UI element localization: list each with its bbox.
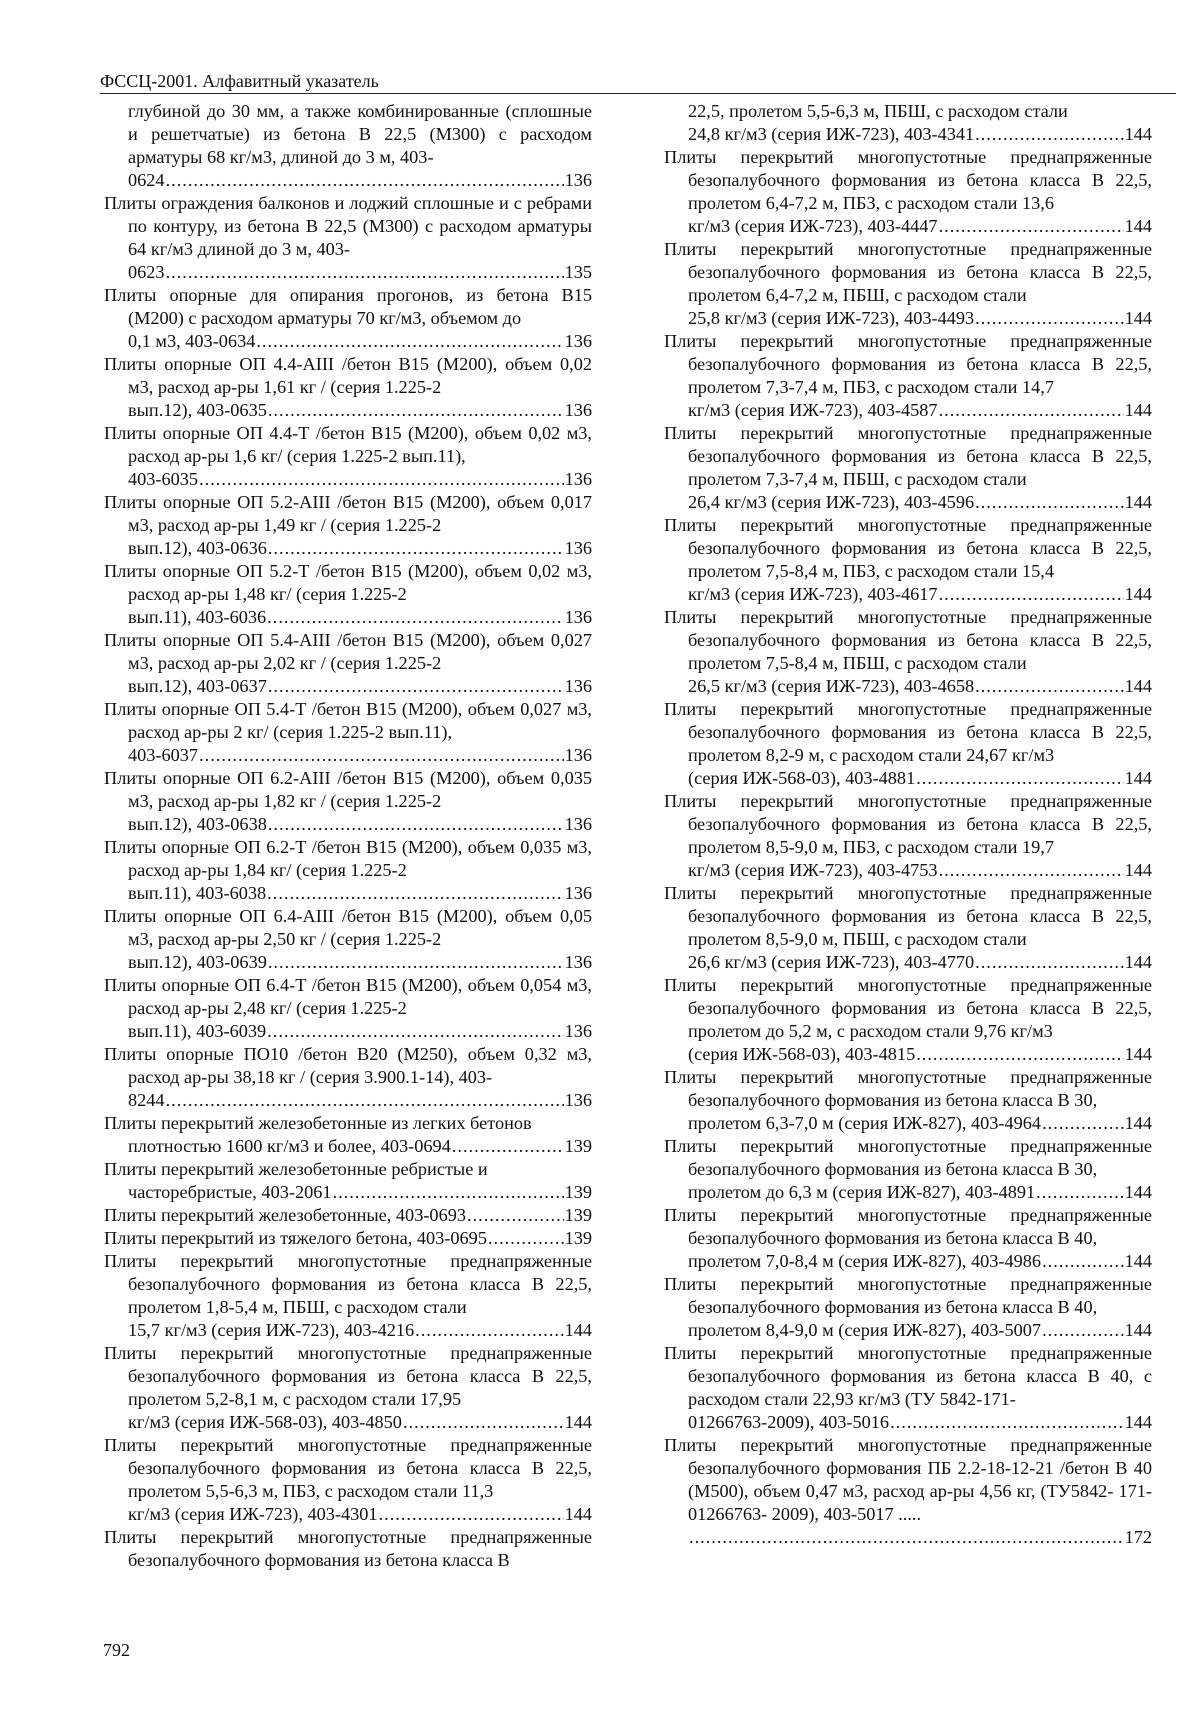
entry-text-end: кг/м3 (серия ИЖ-723), 403-4301 <box>128 1504 378 1524</box>
entry-page-ref: 136 <box>564 745 592 765</box>
entry-text: Плиты перекрытий многопустотные преднапряженные безопалубочного формования из бетона класса В 22,5, пролетом 8,5-9,0 м, ПБШ, с расходом стали <box>664 883 1152 949</box>
entry-text: Плиты опорные ОП 6.4-Т /бетон В15 (М200), объем 0,054 м3, расход ар-ры 2,48 кг/ (серия 1.225-2 <box>104 975 592 1018</box>
entry-text-end: пролетом 6,3-7,0 м (серия ИЖ-827), 403-4964 <box>688 1113 1042 1133</box>
entry-page-line <box>688 583 1152 606</box>
index-entry <box>104 1250 592 1342</box>
entry-page-line <box>128 1181 592 1204</box>
entry-page-line <box>128 1319 592 1342</box>
dot-leader <box>267 606 563 629</box>
entry-text: Плиты перекрытий многопустотные преднапряженные безопалубочного формования из бетона класса В 40, с расходом стали 22,93 кг/м3 (ТУ 5842-171- <box>664 1343 1152 1409</box>
entry-text-end: 8244 <box>128 1090 165 1110</box>
entry-text: Плиты перекрытий многопустотные преднапряженные безопалубочного формования из бетона класса В 22,5, пролетом 7,5-8,4 м, ПБЗ, с расходом стали 15,4 <box>664 515 1152 581</box>
entry-page-ref: 144 <box>564 1320 592 1340</box>
entry-text-end: Плиты перекрытий железобетонные, 403-0693 <box>104 1205 466 1225</box>
entry-page-line <box>128 1411 592 1434</box>
dot-leader <box>379 1503 564 1526</box>
index-entry <box>104 491 592 560</box>
dot-leader <box>333 1181 564 1204</box>
index-entry <box>664 1066 1152 1135</box>
entry-page-line <box>128 675 592 698</box>
entry-text-end: Плиты перекрытий из тяжелого бетона, 403-0695 <box>104 1228 487 1248</box>
index-entry <box>664 1434 1152 1549</box>
entry-text-end: кг/м3 (серия ИЖ-723), 403-4753 <box>688 860 938 880</box>
index-entry <box>104 767 592 836</box>
entry-text: Плиты опорные ОП 4.4-АIII /бетон В15 (М200), объем 0,02 м3, расход ар-ры 1,61 кг / (серия 1.225-2 <box>104 354 592 397</box>
index-entry <box>104 1342 592 1434</box>
entry-text: Плиты перекрытий многопустотные преднапряженные безопалубочного формования из бетона класса В 22,5, пролетом 5,5-6,3 м, ПБЗ, с расходом стали 11,3 <box>104 1435 592 1501</box>
entry-page-line <box>104 1204 592 1227</box>
entry-text-end: вып.11), 403-6036 <box>128 607 267 627</box>
dot-leader <box>1042 1112 1124 1135</box>
entry-page-ref: 144 <box>1124 1320 1152 1340</box>
entry-text: Плиты опорные для опирания прогонов, из бетона В15 (М200) с расходом арматуры 70 кг/м3, объемом до <box>104 285 592 328</box>
entry-page-line <box>128 882 592 905</box>
index-entry <box>104 100 592 192</box>
entry-text: Плиты опорные ПО10 /бетон В20 (М250), объем 0,32 м3, расход ар-ры 38,18 кг / (серия 3.900.1-14), 403- <box>104 1044 592 1087</box>
entry-text: Плиты перекрытий многопустотные преднапряженные безопалубочного формования из бетона класса В 22,5, пролетом 7,3-7,4 м, ПБШ, с расходом стали <box>664 423 1152 489</box>
entry-text-end: пролетом 8,4-9,0 м (серия ИЖ-827), 403-5007 <box>688 1320 1042 1340</box>
index-entry <box>104 1043 592 1112</box>
entry-page-line <box>688 123 1152 146</box>
index-entry <box>664 1273 1152 1342</box>
entry-text: Плиты опорные ОП 6.2-Т /бетон В15 (М200), объем 0,035 м3, расход ар-ры 1,84 кг/ (серия 1.225-2 <box>104 837 592 880</box>
entry-page-ref: 144 <box>1124 1182 1152 1202</box>
entry-text-end: 26,5 кг/м3 (серия ИЖ-723), 403-4658 <box>688 676 975 696</box>
entry-page-line <box>688 1043 1152 1066</box>
entry-page-ref: 136 <box>564 1090 592 1110</box>
entry-text: Плиты перекрытий многопустотные преднапряженные безопалубочного формования из бетона класса В 22,5, пролетом 6,4-7,2 м, ПБЗ, с расходом стали 13,6 <box>664 147 1152 213</box>
dot-leader <box>939 215 1124 238</box>
entry-text-end: вып.12), 403-0635 <box>128 400 267 420</box>
dot-leader <box>166 169 564 192</box>
dot-leader <box>939 399 1124 422</box>
entry-page-ref: 144 <box>1124 1412 1152 1432</box>
entry-page-ref: 136 <box>564 883 592 903</box>
dot-leader <box>939 859 1124 882</box>
index-entry <box>664 882 1152 974</box>
index-entry <box>664 1135 1152 1204</box>
dot-leader <box>267 1020 563 1043</box>
running-header <box>100 70 1176 94</box>
entry-text-end: 01266763-2009), 403-5016 <box>688 1412 890 1432</box>
index-entry <box>664 238 1152 330</box>
index-entry <box>104 836 592 905</box>
dot-leader <box>415 1319 563 1342</box>
entry-page-ref: 144 <box>1124 1044 1152 1064</box>
header-title: ФССЦ-2001. Алфавитный указатель <box>100 71 379 91</box>
entry-text: Плиты перекрытий многопустотные преднапряженные безопалубочного формования из бетона класса В 40, <box>664 1274 1152 1317</box>
dot-leader <box>975 123 1123 146</box>
dot-leader <box>268 951 564 974</box>
entry-text: Плиты опорные ОП 5.4-Т /бетон В15 (М200), объем 0,027 м3, расход ар-ры 2 кг/ (серия 1.225-2 вып.11), <box>104 699 592 742</box>
entry-page-ref: 136 <box>564 400 592 420</box>
entry-text: Плиты перекрытий многопустотные преднапряженные безопалубочного формования из бетона класса В 22,5, пролетом 6,4-7,2 м, ПБШ, с расходом стали <box>664 239 1152 305</box>
entry-page-line <box>688 1411 1152 1434</box>
entry-text-end: 403-6035 <box>128 469 199 489</box>
entry-text: Плиты опорные ОП 6.2-АIII /бетон В15 (М200), объем 0,035 м3, расход ар-ры 1,82 кг / (серия 1.225-2 <box>104 768 592 811</box>
dot-leader <box>916 1043 1123 1066</box>
dot-leader <box>488 1227 564 1250</box>
dot-leader <box>256 330 563 353</box>
entry-page-ref: 136 <box>564 952 592 972</box>
entry-page-ref: 144 <box>1124 492 1152 512</box>
index-entry <box>104 1112 592 1158</box>
dot-leader <box>268 537 564 560</box>
entry-text: Плиты перекрытий многопустотные преднапряженные безопалубочного формования из бетона класса В 22,5, пролетом 8,5-9,0 м, ПБЗ, с расходом стали 19,7 <box>664 791 1152 857</box>
dot-leader <box>166 1089 564 1112</box>
dot-leader <box>199 468 564 491</box>
entry-page-line <box>688 951 1152 974</box>
entry-page-line <box>128 744 592 767</box>
dot-leader <box>1036 1181 1123 1204</box>
entry-page-line <box>128 399 592 422</box>
index-entry <box>104 353 592 422</box>
index-entry <box>664 146 1152 238</box>
dot-leader <box>975 307 1123 330</box>
entry-page-ref: 135 <box>564 262 592 282</box>
index-entry <box>664 330 1152 422</box>
index-entry <box>104 905 592 974</box>
dot-leader <box>1042 1250 1124 1273</box>
entry-text-end: (серия ИЖ-568-03), 403-4815 <box>688 1044 916 1064</box>
entry-text-end: 24,8 кг/м3 (серия ИЖ-723), 403-4341 <box>688 124 975 144</box>
entry-text-end: (серия ИЖ-568-03), 403-4881 <box>688 768 916 788</box>
entry-page-ref: 136 <box>564 170 592 190</box>
index-entry <box>664 514 1152 606</box>
entry-page-line <box>688 767 1152 790</box>
entry-text: Плиты перекрытий многопустотные преднапряженные безопалубочного формования из бетона класса В 22,5, пролетом 8,2-9 м, с расходом стали 24,67 кг/м3 <box>664 699 1152 765</box>
entry-text-end: 0624 <box>128 170 165 190</box>
entry-text-end: плотностью 1600 кг/м3 и более, 403-0694 <box>128 1136 451 1156</box>
entry-page-ref: 136 <box>564 814 592 834</box>
entry-text-end: кг/м3 (серия ИЖ-723), 403-4447 <box>688 216 938 236</box>
dot-leader <box>199 744 564 767</box>
entry-page-ref: 144 <box>1124 860 1152 880</box>
dot-leader <box>689 1526 1124 1549</box>
entry-page-ref: 144 <box>1124 124 1152 144</box>
entry-text: Плиты перекрытий многопустотные преднапряженные безопалубочного формования из бетона класса В 22,5, пролетом 7,5-8,4 м, ПБШ, с расходом стали <box>664 607 1152 673</box>
entry-page-ref: 144 <box>1124 216 1152 236</box>
entry-text-end: вып.12), 403-0637 <box>128 676 267 696</box>
entry-page-ref: 144 <box>1124 676 1152 696</box>
dot-leader <box>467 1204 564 1227</box>
entry-text: Плиты перекрытий многопустотные преднапряженные безопалубочного формования из бетона класса В 40, <box>664 1205 1152 1248</box>
dot-leader <box>975 951 1123 974</box>
entry-text: Плиты перекрытий многопустотные преднапряженные безопалубочного формования из бетона класса В 22,5, пролетом 1,8-5,4 м, ПБШ, с расходом стали <box>104 1251 592 1317</box>
entry-page-line <box>128 330 592 353</box>
entry-text: Плиты перекрытий многопустотные преднапряженные безопалубочного формования ПБ 2.2-18-12-21 /бетон В 40 (М500), объем 0,47 м3, расход ар-ры 4,56 кг, (ТУ5842- 171- 01266763- 2009), 403-5017 ..... <box>664 1435 1152 1524</box>
entry-text: глубиной до 30 мм, а также комбинированные (сплошные и решетчатые) из бетона В 22,5 (М300) с расходом арматуры 68 кг/м3, длиной до 3 м, 403- <box>128 101 592 167</box>
index-entry <box>664 790 1152 882</box>
entry-text-end: кг/м3 (серия ИЖ-568-03), 403-4850 <box>128 1412 402 1432</box>
index-entry <box>664 1204 1152 1273</box>
entry-text-end: вып.12), 403-0638 <box>128 814 267 834</box>
entry-page-line <box>128 606 592 629</box>
entry-text-end: 25,8 кг/м3 (серия ИЖ-723), 403-4493 <box>688 308 975 328</box>
entry-page-ref: 144 <box>1124 308 1152 328</box>
entry-text: Плиты опорные ОП 5.2-АIII /бетон В15 (М200), объем 0,017 м3, расход ар-ры 1,49 кг / (серия 1.225-2 <box>104 492 592 535</box>
entry-page-line <box>128 169 592 192</box>
index-entry <box>104 1158 592 1204</box>
dot-leader <box>975 675 1123 698</box>
index-entry <box>104 974 592 1043</box>
entry-text-end: пролетом 7,0-8,4 м (серия ИЖ-827), 403-4986 <box>688 1251 1042 1271</box>
entry-text-end: вып.12), 403-0639 <box>128 952 267 972</box>
entry-text-end: вып.12), 403-0636 <box>128 538 267 558</box>
dot-leader <box>403 1411 564 1434</box>
entry-page-ref: 139 <box>564 1136 592 1156</box>
entry-page-line <box>688 859 1152 882</box>
entry-text: Плиты опорные ОП 5.4-АIII /бетон В15 (М200), объем 0,027 м3, расход ар-ры 2,02 кг / (серия 1.225-2 <box>104 630 592 673</box>
index-entry <box>664 974 1152 1066</box>
index-entry <box>104 698 592 767</box>
entry-page-ref: 144 <box>564 1504 592 1524</box>
entry-text-end: 26,4 кг/м3 (серия ИЖ-723), 403-4596 <box>688 492 975 512</box>
entry-text: 22,5, пролетом 5,5-6,3 м, ПБШ, с расходом стали <box>688 101 1068 121</box>
entry-text: Плиты опорные ОП 6.4-АIII /бетон В15 (М200), объем 0,05 м3, расход ар-ры 2,50 кг / (серия 1.225-2 <box>104 906 592 949</box>
entry-page-line <box>128 261 592 284</box>
index-entry <box>104 1204 592 1227</box>
entry-page-line <box>688 1181 1152 1204</box>
entry-text-end: 15,7 кг/м3 (серия ИЖ-723), 403-4216 <box>128 1320 415 1340</box>
entry-text: Плиты опорные ОП 4.4-Т /бетон В15 (М200), объем 0,02 м3, расход ар-ры 1,6 кг/ (серия 1.225-2 вып.11), <box>104 423 592 466</box>
dot-leader <box>267 882 563 905</box>
index-entry <box>104 560 592 629</box>
entry-text-end: кг/м3 (серия ИЖ-723), 403-4617 <box>688 584 938 604</box>
entry-text: Плиты ограждения балконов и лоджий сплошные и с ребрами по контуру, из бетона В 22,5 (М300) с расходом арматуры 64 кг/м3 длиной до 3 м, 403- <box>104 193 592 259</box>
index-entry <box>104 1227 592 1250</box>
entry-page-ref: 139 <box>564 1182 592 1202</box>
dot-leader <box>939 583 1124 606</box>
index-entry <box>104 422 592 491</box>
entry-page-line <box>688 491 1152 514</box>
entry-page-line <box>688 1250 1152 1273</box>
index-entry <box>664 100 1152 146</box>
entry-text: Плиты перекрытий многопустотные преднапряженные безопалубочного формования из бетона класса В 22,5, пролетом 5,2-8,1 м, с расходом стали 17,95 <box>104 1343 592 1409</box>
entry-text: Плиты опорные ОП 5.2-Т /бетон В15 (М200), объем 0,02 м3, расход ар-ры 1,48 кг/ (серия 1.225-2 <box>104 561 592 604</box>
entry-text: Плиты перекрытий многопустотные преднапряженные безопалубочного формования из бетона класса В 22,5, пролетом 7,3-7,4 м, ПБЗ, с расходом стали 14,7 <box>664 331 1152 397</box>
entry-text-end: 403-6037 <box>128 745 199 765</box>
index-entry <box>664 606 1152 698</box>
index-entry <box>664 422 1152 514</box>
entry-page-ref: 136 <box>564 538 592 558</box>
entry-page-line <box>688 399 1152 422</box>
index-entry <box>104 284 592 353</box>
index-entry <box>664 1342 1152 1434</box>
dot-leader <box>1042 1319 1124 1342</box>
entry-page-ref: 144 <box>1124 768 1152 788</box>
entry-page-ref: 136 <box>564 676 592 696</box>
entry-page-ref: 144 <box>564 1412 592 1432</box>
entry-page-line <box>688 1526 1152 1549</box>
index-column-left <box>104 100 592 1572</box>
dot-leader <box>268 399 564 422</box>
dot-leader <box>268 675 564 698</box>
dot-leader <box>268 813 564 836</box>
entry-text-end: 26,6 кг/м3 (серия ИЖ-723), 403-4770 <box>688 952 975 972</box>
entry-page-line <box>128 951 592 974</box>
entry-page-ref: 136 <box>564 469 592 489</box>
entry-text: Плиты перекрытий многопустотные преднапряженные безопалубочного формования из бетона класса В 30, <box>664 1136 1152 1179</box>
entry-page-ref: 144 <box>1124 1251 1152 1271</box>
entry-page-ref: 139 <box>564 1205 592 1225</box>
index-entry <box>104 629 592 698</box>
entry-page-ref: 136 <box>564 331 592 351</box>
entry-page-ref: 172 <box>1124 1527 1152 1547</box>
entry-page-line <box>128 1020 592 1043</box>
entry-page-ref: 144 <box>1124 1113 1152 1133</box>
entry-text: Плиты перекрытий многопустотные преднапряженные безопалубочного формования из бетона класса В 30, <box>664 1067 1152 1110</box>
entry-text-end: пролетом до 6,3 м (серия ИЖ-827), 403-4891 <box>688 1182 1036 1202</box>
entry-page-line <box>688 675 1152 698</box>
entry-page-line <box>128 1089 592 1112</box>
entry-page-line <box>128 537 592 560</box>
entry-page-ref: 139 <box>564 1228 592 1248</box>
entry-text-end: вып.11), 403-6039 <box>128 1021 267 1041</box>
index-entry <box>664 698 1152 790</box>
entry-text-end: вып.11), 403-6038 <box>128 883 267 903</box>
entry-text-end: часторебристые, 403-2061 <box>128 1182 332 1202</box>
entry-text-end: 0,1 м3, 403-0634 <box>128 331 256 351</box>
entry-text-end: кг/м3 (серия ИЖ-723), 403-4587 <box>688 400 938 420</box>
entry-text: Плиты перекрытий железобетонные ребристые и <box>104 1159 488 1179</box>
dot-leader <box>916 767 1123 790</box>
dot-leader <box>975 491 1123 514</box>
entry-page-line <box>688 1319 1152 1342</box>
dot-leader <box>166 261 564 284</box>
entry-text: Плиты перекрытий железобетонные из легких бетонов <box>104 1113 532 1133</box>
entry-text: Плиты перекрытий многопустотные преднапряженные безопалубочного формования из бетона класса В 22,5, пролетом до 5,2 м, с расходом стали 9,76 кг/м3 <box>664 975 1152 1041</box>
entry-page-line <box>128 1503 592 1526</box>
entry-page-ref: 136 <box>564 607 592 627</box>
entry-page-line <box>688 1112 1152 1135</box>
entry-text: Плиты перекрытий многопустотные преднапряженные безопалубочного формования из бетона класса В <box>104 1527 592 1570</box>
entry-page-line <box>128 813 592 836</box>
entry-page-line <box>128 468 592 491</box>
entry-page-ref: 144 <box>1124 952 1152 972</box>
entry-page-ref: 144 <box>1124 584 1152 604</box>
index-entry <box>104 1434 592 1526</box>
entry-page-line <box>128 1135 592 1158</box>
entry-text-end: 0623 <box>128 262 165 282</box>
index-column-right <box>664 100 1152 1549</box>
dot-leader <box>890 1411 1124 1434</box>
entry-page-line <box>688 215 1152 238</box>
entry-page-line <box>104 1227 592 1250</box>
entry-page-line <box>688 307 1152 330</box>
index-entry <box>104 192 592 284</box>
dot-leader <box>452 1135 564 1158</box>
entry-page-ref: 136 <box>564 1021 592 1041</box>
index-entry <box>104 1526 592 1572</box>
entry-page-ref: 144 <box>1124 400 1152 420</box>
page-number: 792 <box>103 1640 130 1660</box>
